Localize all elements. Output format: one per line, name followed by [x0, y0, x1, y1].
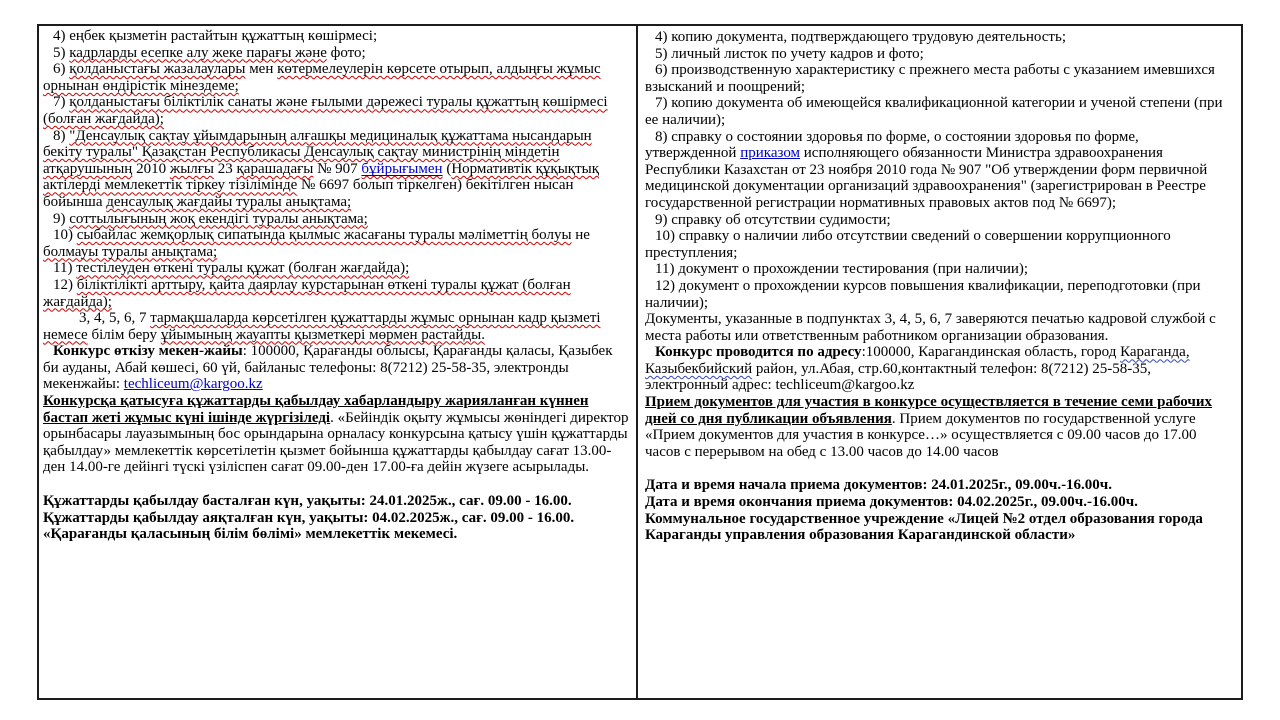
paragraph [43, 227, 630, 260]
spellcheck-underline [43, 277, 571, 310]
text-run: «Қарағанды қаласының білім бөлімі» мемлекеттік мекемесі. [43, 526, 458, 543]
spellcheck-underline [361, 161, 442, 177]
text-run: "Денсаулық сақтау ұйымдарының алғашқы медициналық құжаттама нысандарын бекіту туралы" Қазақстан Республикасы Денсаулық сақтау министрінің міндетін атқарушының [43, 127, 592, 177]
paragraph [43, 393, 630, 476]
text-run: қолданыстағы біліктілік санаты және ғылыми дәрежесі туралы құжаттың көшірмесі (болған жағдайда); [43, 94, 608, 127]
text-run: Конкурс проводится по адресу [655, 344, 862, 361]
paragraph [645, 344, 1231, 394]
text-run: болмауы туралы анықтама; [43, 243, 218, 260]
paragraph [43, 260, 630, 277]
spellcheck-underline [77, 227, 572, 243]
paragraph [645, 95, 1231, 128]
text-run: 8) справку о состоянии здоровья по форме, о состоянии здоровья по форме, утвержденной [645, 128, 1139, 162]
spellcheck-underline [106, 194, 351, 210]
document-table [37, 24, 1243, 700]
spellcheck-underline [69, 61, 245, 77]
text-run: 9) справку об отсутствии судимости; [655, 211, 891, 228]
spellcheck-underline [161, 327, 485, 343]
paragraph [645, 62, 1231, 95]
text-run: мен [245, 61, 278, 78]
paragraph [43, 94, 630, 127]
russian-column [638, 26, 1241, 698]
text-run: 5) [53, 44, 70, 61]
text-run: 11) документ о прохождении тестирования (при наличии); [655, 261, 1029, 278]
text-run: Коммунальное государственное учреждение «Лицей №2 отдел образования города Караганды управления образования Карагандинской области» [645, 510, 1203, 544]
spellcheck-underline [69, 45, 327, 61]
order-link-kk[interactable]: бұйрығымен [361, 160, 443, 177]
spellcheck-underline [69, 211, 368, 227]
paragraph [645, 261, 1231, 278]
paragraph [43, 211, 630, 228]
text-run: 8) [53, 127, 70, 144]
text-run: тестілеуден өткені туралы құжат (болған жағдайда); [76, 260, 410, 277]
text-run: 6) [53, 61, 70, 78]
spellcheck-underline [76, 260, 409, 276]
text-run: не [571, 227, 590, 244]
paragraph [645, 477, 1231, 494]
text-run: :100000, Карагандинская область, город [861, 344, 1121, 361]
paragraph [43, 493, 630, 510]
text-run: кадрларды есепке алу жеке парағы және [69, 44, 327, 61]
order-link-ru[interactable]: приказом [740, 145, 801, 162]
text-run: № 907 [313, 160, 362, 177]
text-run: жылғы [169, 160, 215, 177]
paragraph [645, 494, 1231, 511]
text-run: : 100000, Қарағанды облысы, Қарағанды қаласы, Қазыбек би ауданы, Абай көшесі, 60 үй, байланыс телефоны: 8(7212) 25-58-35, электронды мекенжайы: [43, 343, 613, 393]
text-run: Прием документов для участия в конкурсе осуществляется в течение семи рабочих дней со дня публикации объявления [645, 394, 1213, 427]
text-run: ( [442, 160, 452, 177]
text-run: көтермелеулерін көрсете отырып, алдыңғы жұмыс орнынан өндірістік мінездеме; [43, 61, 601, 94]
text-run: фото; [326, 44, 366, 61]
text-run: тармақшаларда көрсетілген құжаттарды жұмыс орнынан кадр қызметі немесе [43, 310, 601, 343]
text-run: . «Бейіндік оқыту жұмысы жөніндегі директор орынбасары лауазымының бос орындарына орналасу конкурсына қатысу үшін құжаттарды қабылдау» мемлекеттік көрсетілетін қызмет бойынша құжаттарды қабылдау сағат 13.00-ден 14.00-ге дейінгі түскі үзіліспен сағат 09.00-ден 17.00-ға дейін жүзеге асырылады. [43, 409, 629, 476]
spellcheck-underline [43, 94, 608, 127]
kazakh-column [39, 26, 638, 698]
text-run: Құжаттарды қабылдау басталған күн, уақыты: 24.01.2025ж., сағ. 09.00 - 16.00. [43, 493, 572, 510]
text-run: 4) копию документа, подтверждающего трудовую деятельность; [655, 29, 1066, 45]
paragraph [43, 343, 630, 393]
paragraph [43, 510, 630, 527]
paragraph [645, 129, 1231, 212]
text-run: Нормативтік құқықтық актілерді мемлекеттік тіркеу тізілімінде [43, 160, 600, 194]
text-run: 2010 [132, 160, 170, 177]
text-run: Документы, указанные в подпунктах 3, 4, 5, 6, 7 заверяются печатью кадровой службой с места работы или ответственным работником организации образования. [645, 311, 1216, 344]
paragraph [645, 228, 1231, 261]
text-run: исполняющего обязанности Министра здравоохранения Республики Казахстан от 23 ноября 2010 года № 907 "Об утверждении форм первичной медицинской документации организаций здравоохранения" (зарегистрирован в Реестре государственной регистрации нормативных правовых актов под № 6697); [645, 145, 1208, 211]
text-run: район, ул.Абая, стр.60,контактный телефон: 8(7212) 25-58-35, электронный адрес: techliceum@kargoo.kz [645, 360, 1152, 394]
text-run: білім беру [87, 326, 161, 343]
paragraph [645, 212, 1231, 229]
text-run: қарашадағы [236, 160, 314, 177]
paragraph [645, 46, 1231, 63]
email-link-kk[interactable]: techliceum@kargoo.kz [123, 376, 263, 393]
paragraph [645, 278, 1231, 311]
paragraph [43, 277, 630, 310]
text-run: 7) [53, 94, 70, 111]
text-run: Караганда, Казыбекбийский [645, 344, 1190, 377]
text-run: сыбайлас жемқорлық сипатында қылмыс жасағаны туралы мәліметтің болуы [76, 227, 572, 244]
text-run: ұйымының жауапты қызметкері мөрмен растайды. [160, 326, 485, 343]
text-run: 10) [53, 227, 77, 244]
text-run: қолданыстағы жазалаулары [69, 61, 246, 78]
spellcheck-underline [170, 161, 214, 177]
paragraph [43, 45, 630, 62]
paragraph [645, 311, 1231, 344]
text-run: денсаулық жағдайы туралы анықтама; [106, 193, 352, 210]
text-run: 7) копию документа об имеющейся квалификационной категории и ученой степени (при ее наличии); [645, 95, 1223, 128]
text-run: 10) справку о наличии либо отсутствии сведений о совершении коррупционного преступления; [645, 228, 1171, 261]
paragraph [43, 61, 630, 94]
text-run: № 6697 болып тіркелген) бекітілген нысан бойынша [43, 177, 574, 210]
paragraph [645, 511, 1231, 544]
text-run: соттылығының жоқ екендігі туралы анықтама; [69, 210, 368, 227]
text-run: 11) [53, 260, 77, 277]
text-run: 12) [53, 276, 77, 293]
text-run: 4) еңбек қызметін растайтын құжаттың көшірмесі; [53, 28, 378, 44]
spellcheck-underline [43, 244, 217, 260]
text-run: 5) личный листок по учету кадров и фото; [655, 45, 924, 62]
paragraph [43, 310, 630, 343]
text-run: 9) [53, 210, 70, 227]
text-run: 3, 4, 5, 6, 7 [79, 310, 151, 327]
text-run: Құжаттарды қабылдау аяқталған күн, уақыты: 04.02.2025ж., сағ. 09.00 - 16.00. [43, 509, 575, 526]
text-run: Конкурс өткізу мекен-жайы [53, 343, 243, 360]
text-run: 23 [214, 160, 237, 177]
paragraph [645, 29, 1231, 46]
text-run: 6) производственную характеристику с прежнего места работы с указанием имевшихся взысканий и поощрений; [645, 62, 1215, 95]
spellcheck-underline [237, 161, 314, 177]
text-run: Конкурсқа қатысуға құжаттарды қабылдау хабарландыру жарияланған күннен бастап жеті жұмыс күні ішінде жүргізіледі [43, 393, 589, 426]
text-run: Дата и время окончания приема документов: 04.02.2025г., 09.00ч.-16.00ч. [645, 494, 1138, 511]
paragraph [43, 526, 630, 543]
text-run: 12) документ о прохождении курсов повышения квалификации, переподготовки (при наличии); [645, 277, 1201, 311]
paragraph [645, 394, 1231, 460]
text-run: біліктілікті арттыру, қайта даярлау курстарынан өткені туралы құжат (болған жағдайда); [43, 276, 571, 310]
text-run: . Прием документов по государственной услуге «Прием документов для участия в конкурсе…» осуществляется с 09.00 часов до 17.00 часов с перерывом на обед с 13.00 часов до 14.00 часов [645, 410, 1197, 460]
paragraph [43, 28, 630, 45]
text-run: Дата и время начала приема документов: 24.01.2025г., 09.00ч.-16.00ч. [645, 477, 1113, 494]
paragraph [43, 128, 630, 211]
